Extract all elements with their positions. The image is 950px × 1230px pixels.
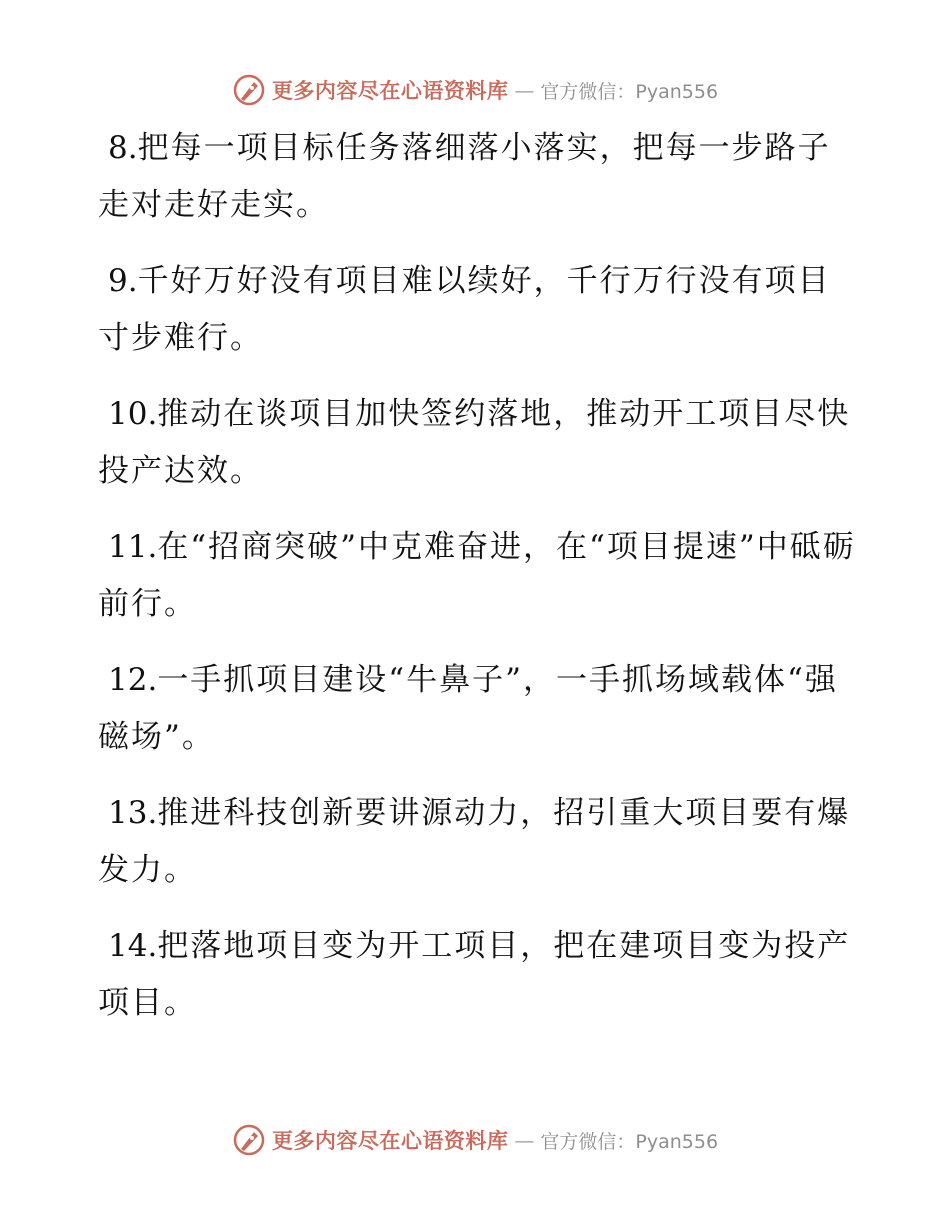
footer-dash: — [514,1128,535,1152]
item-number: 13. [108,795,158,831]
footer-contact-text: 官方微信：Pyan556 [540,1130,719,1153]
footer-brand-text: 更多内容尽在心语资料库 [271,1128,509,1153]
item-text: 推动在谈项目加快签约落地，推动开工项目尽快投产达效。 [98,396,851,489]
item-text: 一手抓项目建设“牛鼻子”，一手抓场域载体“强磁场”。 [98,662,838,755]
list-item [98,785,858,899]
header-banner [0,68,950,112]
footer-banner [0,1118,950,1162]
item-number: 10. [108,396,158,432]
item-number: 11. [108,529,158,565]
item-text: 在“招商突破”中克难奋进，在“项目提速”中砥砺前行。 [98,529,856,622]
item-number: 9. [108,263,138,299]
list-item [98,519,858,633]
item-text: 推进科技创新要讲源动力，招引重大项目要有爆发力。 [98,795,851,888]
list-item [98,386,858,500]
slogan-list [98,120,858,1051]
pen-nib-logo-icon [232,1123,266,1157]
item-text: 把每一项目标任务落细落小落实，把每一步路子走对走好走实。 [98,130,831,223]
header-dash: — [514,78,535,102]
header-brand-text: 更多内容尽在心语资料库 [271,78,509,103]
footer-banner-inner [232,1123,718,1157]
pen-nib-logo-icon [232,73,266,107]
list-item [98,918,858,1032]
item-text: 把落地项目变为开工项目，把在建项目变为投产项目。 [98,928,851,1021]
list-item [98,120,858,234]
item-text: 千好万好没有项目难以续好，千行万行没有项目寸步难行。 [98,263,831,356]
header-contact-text: 官方微信：Pyan556 [540,80,719,103]
header-banner-inner [232,73,718,107]
list-item [98,253,858,367]
item-number: 8. [108,130,138,166]
item-number: 14. [108,928,158,964]
item-number: 12. [108,662,158,698]
list-item [98,652,858,766]
